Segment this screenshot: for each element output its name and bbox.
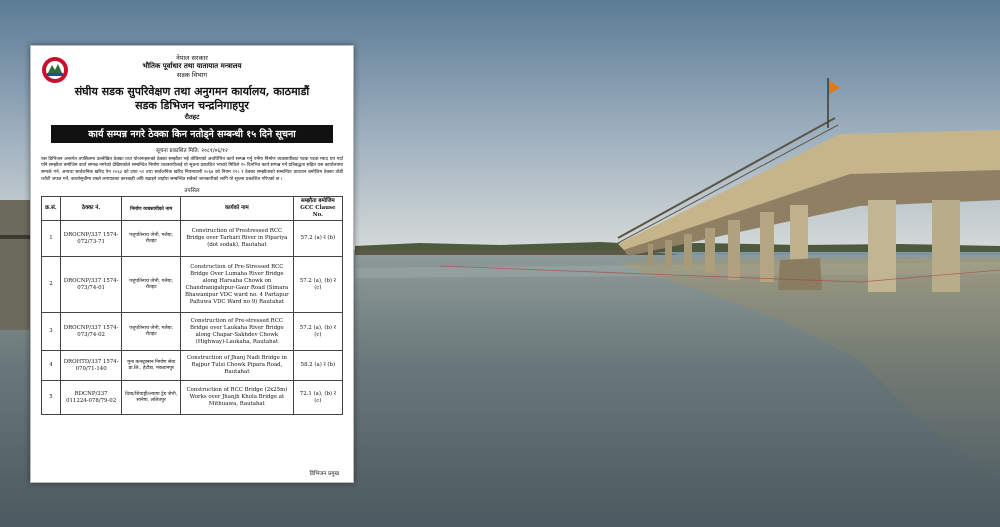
cell-sn: 2 [42,257,61,313]
cell-code: DROCNP/337 1574-072/73-71 [60,221,122,257]
pier [665,240,672,268]
annex-heading: तपसिल [184,188,200,195]
notice-title-banner: कार्य सम्पन्न नगरे ठेक्का किन नतोड्ने सम्बन्धी १५ दिने सूचना [51,125,333,143]
pier [705,228,715,273]
table-header-row [42,197,343,221]
location-heading: रौतहट [184,112,200,121]
pier [760,212,774,282]
cell-work: Construction of Pre-Stressed RCC Bridge Over Lumaha River Bridge along Harsaha Chowk on Chandranigahpur-Gaur Road (Simara Bhawanipur VDC ward no. 4 Partapur Paltuwa VDC Ward no 9) Rautahat [180,257,293,313]
cell-work: Construction of Prestressed RCC Bridge over Tarhari River in Pipariya (dot sodak), Rautahat [180,221,293,257]
col-header-clause: सम्झौता बमोजिम GCC Clause No. [293,197,342,221]
division-heading: सडक डिभिजन चन्द्रनिगाहपुर [135,98,249,112]
table-row [42,351,343,381]
col-header-sn: क्र.सं. [42,197,61,221]
pier [932,200,960,292]
ministry-heading: भौतिक पूर्वाधार तथा यातायात मन्त्रालय [142,61,242,71]
pier [868,200,896,292]
cell-sn: 4 [42,351,61,381]
cell-work: Construction of Pre-stressed RCC Bridge over Laukaha River Bridge along Chapar-Sakhdev Chowk (Highway)-Laukaha, Rautahat [180,313,293,351]
cell-contractor: पशुपतिनाथ जेभी, गलैया, रौतहट [122,313,181,351]
cell-contractor: दिव्य/शिवाङ्गी/ल्यामा ट्रेड जेभी, सानेपा, ललितपुर [122,381,181,415]
cell-sn: 3 [42,313,61,351]
col-header-contractor: निर्माण व्यवसायीको नाम [122,197,181,221]
tender-notice [30,45,354,483]
cell-work: Construction of RCC Bridge (2x25m) Works over Jhanjh Khola Bridge at Mithuawa, Rautahat [180,381,293,415]
cell-clause: 57.2 (a) र (b) [293,221,342,257]
col-header-work: कार्यको नाम [180,197,293,221]
cell-code: DROHTD/337 1574-070/71-140 [60,351,122,381]
cell-clause: 58.2 (a) र (b) [293,351,342,381]
notice-date: सूचना प्रकाशित मिति: २०८१/०६/१२ [156,147,228,154]
table-row [42,381,343,415]
cell-code: DROCNP/337 1574-073/74-01 [60,257,122,313]
cell-sn: 5 [42,381,61,415]
department-heading: सडक विभाग [176,70,208,79]
notice-body: यस डिभिजन अन्तर्गत तपसिलमा उल्लेखित ठेक्का तथा योजनाहरूको ठेक्का सम्झौता भई तोकिएको अवधिभित्र कार्य सम्पन्न गर्नु पर्नेमा निर्माण व्यवसायीबाट पटक पटक म्याद थप गर्दा पनि सम्झौता बमोजिम कार्य सम्पन्न नगरेको देखिएकोले सम्बन्धित निर्माण व्यवसायीलाई यो सूचना प्रकाशित भएको मितिले १५ दिनभित्र कार्य सम्पन्न गर्ने प्रतिबद्धता सहित यस कार्यालयमा सम्पर्क गर्न, अन्यथा सार्वजनिक खरिद ऐन २०६३ को दफा ५९ तथा सार्वजनिक खरिद नियमावली २०६४ को नियम १२८ र ठेक्का सम्झौताको सम्बन्धित प्रावधान बमोजिम ठेक्का तोडी धरौटी जफत गर्ने, कालोसूचीमा राख्ने लगायतका कारबाही अघि बढाइने व्यहोरा सम्बन्धित सबैको जानकारीको लागि यो सूचना प्रकाशित गरिएको छ । [41,156,343,182]
cell-sn: 1 [42,221,61,257]
signature-label: डिभिजन प्रमुख [309,471,339,477]
pier [728,220,740,280]
contracts-table [41,196,343,415]
cell-work: Construction of Jhanj Nadi Bridge in Rajpur Tulsi Chowk Pipara Road, Rautahat [180,351,293,381]
cell-contractor: पशुपतिनाथ जेभी, गलैया, रौतहट [122,221,181,257]
nepal-emblem-icon [41,56,69,84]
table-row [42,257,343,313]
cell-clause: 57.2 (a), (b) र (c) [293,257,342,313]
cell-clause: 57.2 (a), (b) र (c) [293,313,342,351]
pier [684,234,692,270]
government-heading: नेपाल सरकार [176,54,208,62]
table-row [42,313,343,351]
cell-clause: 72.1 (a), (b) र (c) [293,381,342,415]
cell-contractor: मुना कन्स्ट्रक्सन निर्माण सेवा प्रा.लि., हेटौंडा, मकवानपुर [122,351,181,381]
cell-contractor: पशुपतिनाथ जेभी, गलैया, रौतहट [122,257,181,313]
col-header-code: ठेक्का नं. [60,197,122,221]
cell-code: DROCNP/337 1574-073/74-02 [60,313,122,351]
office-heading: संघीय सडक सुपरिवेक्षण तथा अनुगमन कार्यालय, काठमाडौं [74,85,310,98]
pier [648,244,653,266]
table-row [42,221,343,257]
cell-code: RDCNP/337 011224-078/79-02 [60,381,122,415]
